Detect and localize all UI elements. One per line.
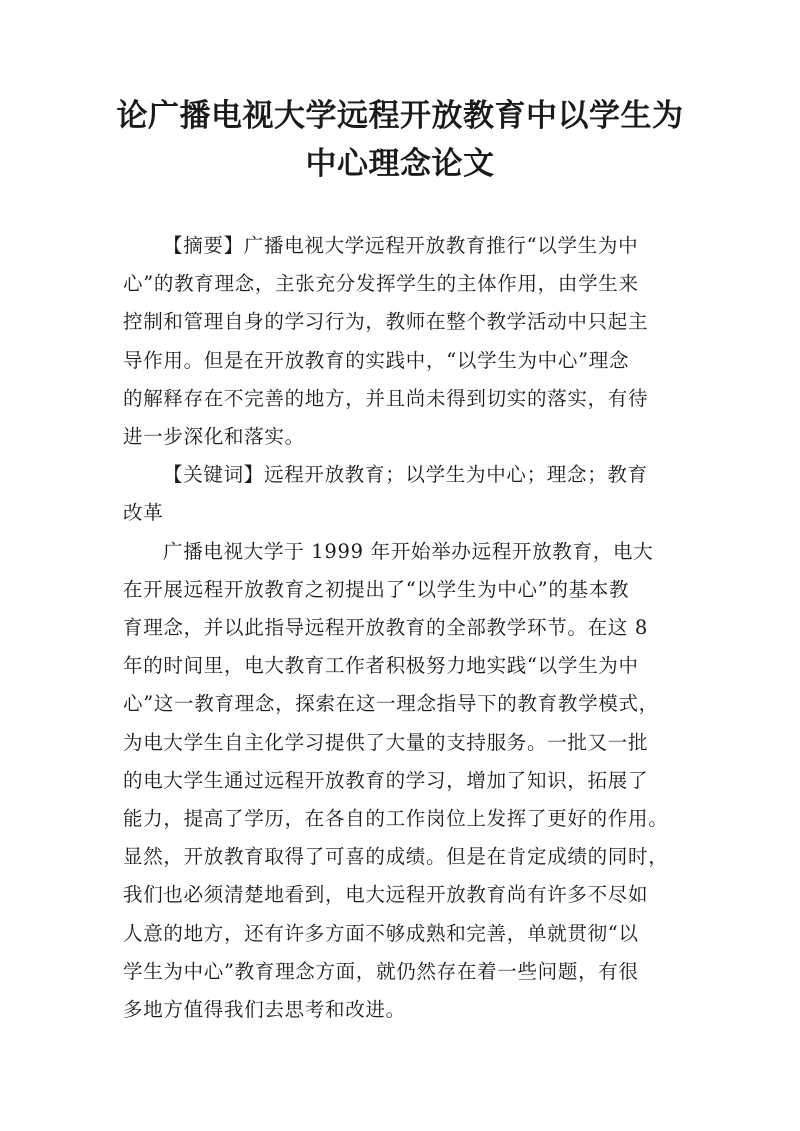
text-line: 改革: [123, 501, 164, 525]
text-line: 心”的教育理念，主张充分发挥学生的主体作用，由学生来: [123, 272, 639, 296]
text-line: 我们也必须清楚地看到，电大远程开放教育尚有许多不尽如: [123, 883, 649, 907]
text-line: 年的时间里，电大教育工作者积极努力地实践“以学生为中: [123, 654, 639, 678]
title-line: 论广播电视大学远程开放教育中以学生为: [116, 98, 684, 134]
text-line: 育理念，并以此指导远程开放教育的全部教学环节。在这 8: [123, 616, 649, 640]
text-line: 显然，开放教育取得了可喜的成绩。但是在肯定成绩的同时，: [123, 845, 669, 869]
text-line: 为电大学生自主化学习提供了大量的支持服务。一批又一批: [123, 730, 649, 754]
text-line: 【关键词】远程开放教育；以学生为中心；理念；教育: [163, 463, 648, 487]
text-line: 能力，提高了学历，在各自的工作岗位上发挥了更好的作用。: [123, 807, 669, 831]
text-line: 广播电视大学于 1999 年开始举办远程开放教育，电大: [163, 539, 654, 563]
text-line: 在开展远程开放教育之初提出了“以学生为中心”的基本教: [123, 577, 630, 601]
document-body: [123, 227, 683, 1029]
text-line: 的解释存在不完善的地方，并且尚未得到切实的落实，有待: [123, 386, 649, 410]
text-line: 多地方值得我们去思考和改进。: [123, 998, 406, 1022]
document-title: [100, 92, 700, 188]
body-paragraph: [123, 533, 683, 1030]
text-line: 心”这一教育理念，探索在这一理念指导下的教育教学模式，: [123, 692, 659, 716]
text-line: 控制和管理自身的学习行为，教师在整个教学活动中只起主: [123, 310, 649, 334]
title-line: 中心理念论文: [305, 146, 495, 182]
text-line: 学生为中心”教育理念方面，就仍然存在着一些问题，有很: [123, 959, 639, 983]
text-line: 【摘要】广播电视大学远程开放教育推行“以学生为中: [163, 234, 639, 257]
text-line: 人意的地方，还有许多方面不够成熟和完善，单就贯彻“以: [123, 921, 639, 945]
keywords-paragraph: [123, 456, 683, 532]
abstract-paragraph: [123, 227, 683, 456]
text-line: 的电大学生通过远程开放教育的学习，增加了知识，拓展了: [123, 768, 649, 792]
text-line: 导作用。但是在开放教育的实践中，“以学生为中心”理念: [123, 348, 630, 372]
text-line: 进一步深化和落实。: [123, 425, 305, 449]
